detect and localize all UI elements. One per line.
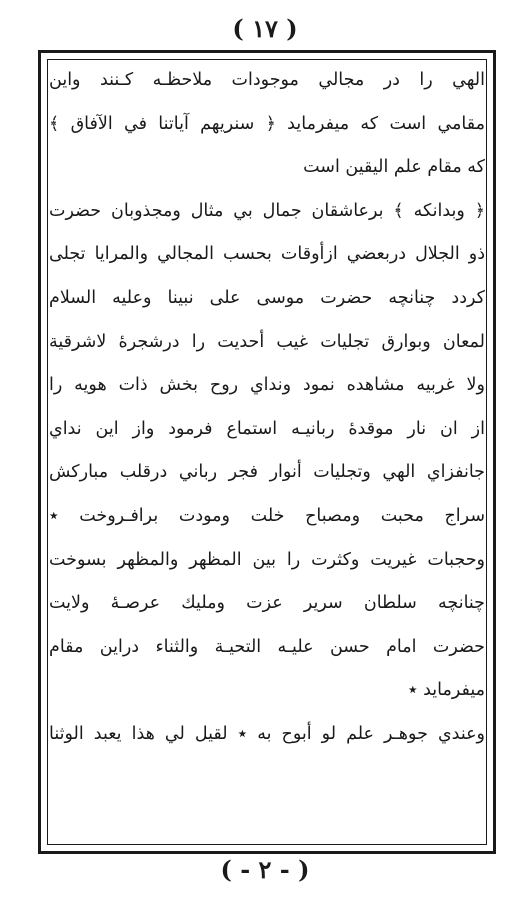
text-line: چنانچه سلطان سرير عزت ومليك عرصـۀ ولايت <box>49 593 485 614</box>
text-line: وعندي جوهـر علم لو أبوح به ٭ لقيل لي هذا يعبد الوثنا <box>49 723 485 744</box>
text-line: كردد چنانچه حضرت موسى على نبينا وعليه السلام <box>49 287 485 308</box>
text-line: لمعان وبوارق تجليات غيب أحديت را درشجرۀ لاشرقية <box>49 331 485 352</box>
text-line: ﴿ وبدانكه ﴾ برعاشقان جمال بي مثال ومجذوبان حضرت <box>49 200 485 221</box>
page-frame <box>38 50 496 854</box>
text-line: الهي را در مجالي موجودات ملاحظـه كـنند واين <box>49 70 485 90</box>
text-line: حضرت امام حسن عليـه التحيـة والثناء دراين مقام <box>49 636 485 657</box>
text-line: ولا غربيه مشاهده نمود ونداي روح بخش ذات هويه را <box>49 375 485 396</box>
text-line: سراج محبت ومصباح خلت ومودت برافـروخت ٭ <box>49 505 485 526</box>
text-line: ميفرمايد ٭ <box>407 680 485 701</box>
text-block <box>49 59 485 757</box>
signature-mark: ( - ٢ - ) <box>220 855 310 884</box>
text-line: از ان نار موقدۀ ربانيـه استماع فرمود واز اين نداي <box>49 418 485 439</box>
text-line: كه مقام علم اليقين است <box>303 157 485 178</box>
text-line: وحجبات غيريت وكثرت را بين المظهر والمظهر بسوخت <box>49 549 485 570</box>
page-number: ( ١٧ ) <box>232 14 298 43</box>
text-line: مقامي است كه ميفرمايد ﴿ سنريهم آياتنا في الآفاق ﴾ <box>49 113 485 134</box>
text-line: جانفزاي الهي وتجليات أنوار فجر رباني درقلب مبارکش <box>49 462 485 483</box>
text-line: ذو الجلال دربعضي ازأوقات بحسب المجالي والمرايا تجلى <box>49 244 485 265</box>
